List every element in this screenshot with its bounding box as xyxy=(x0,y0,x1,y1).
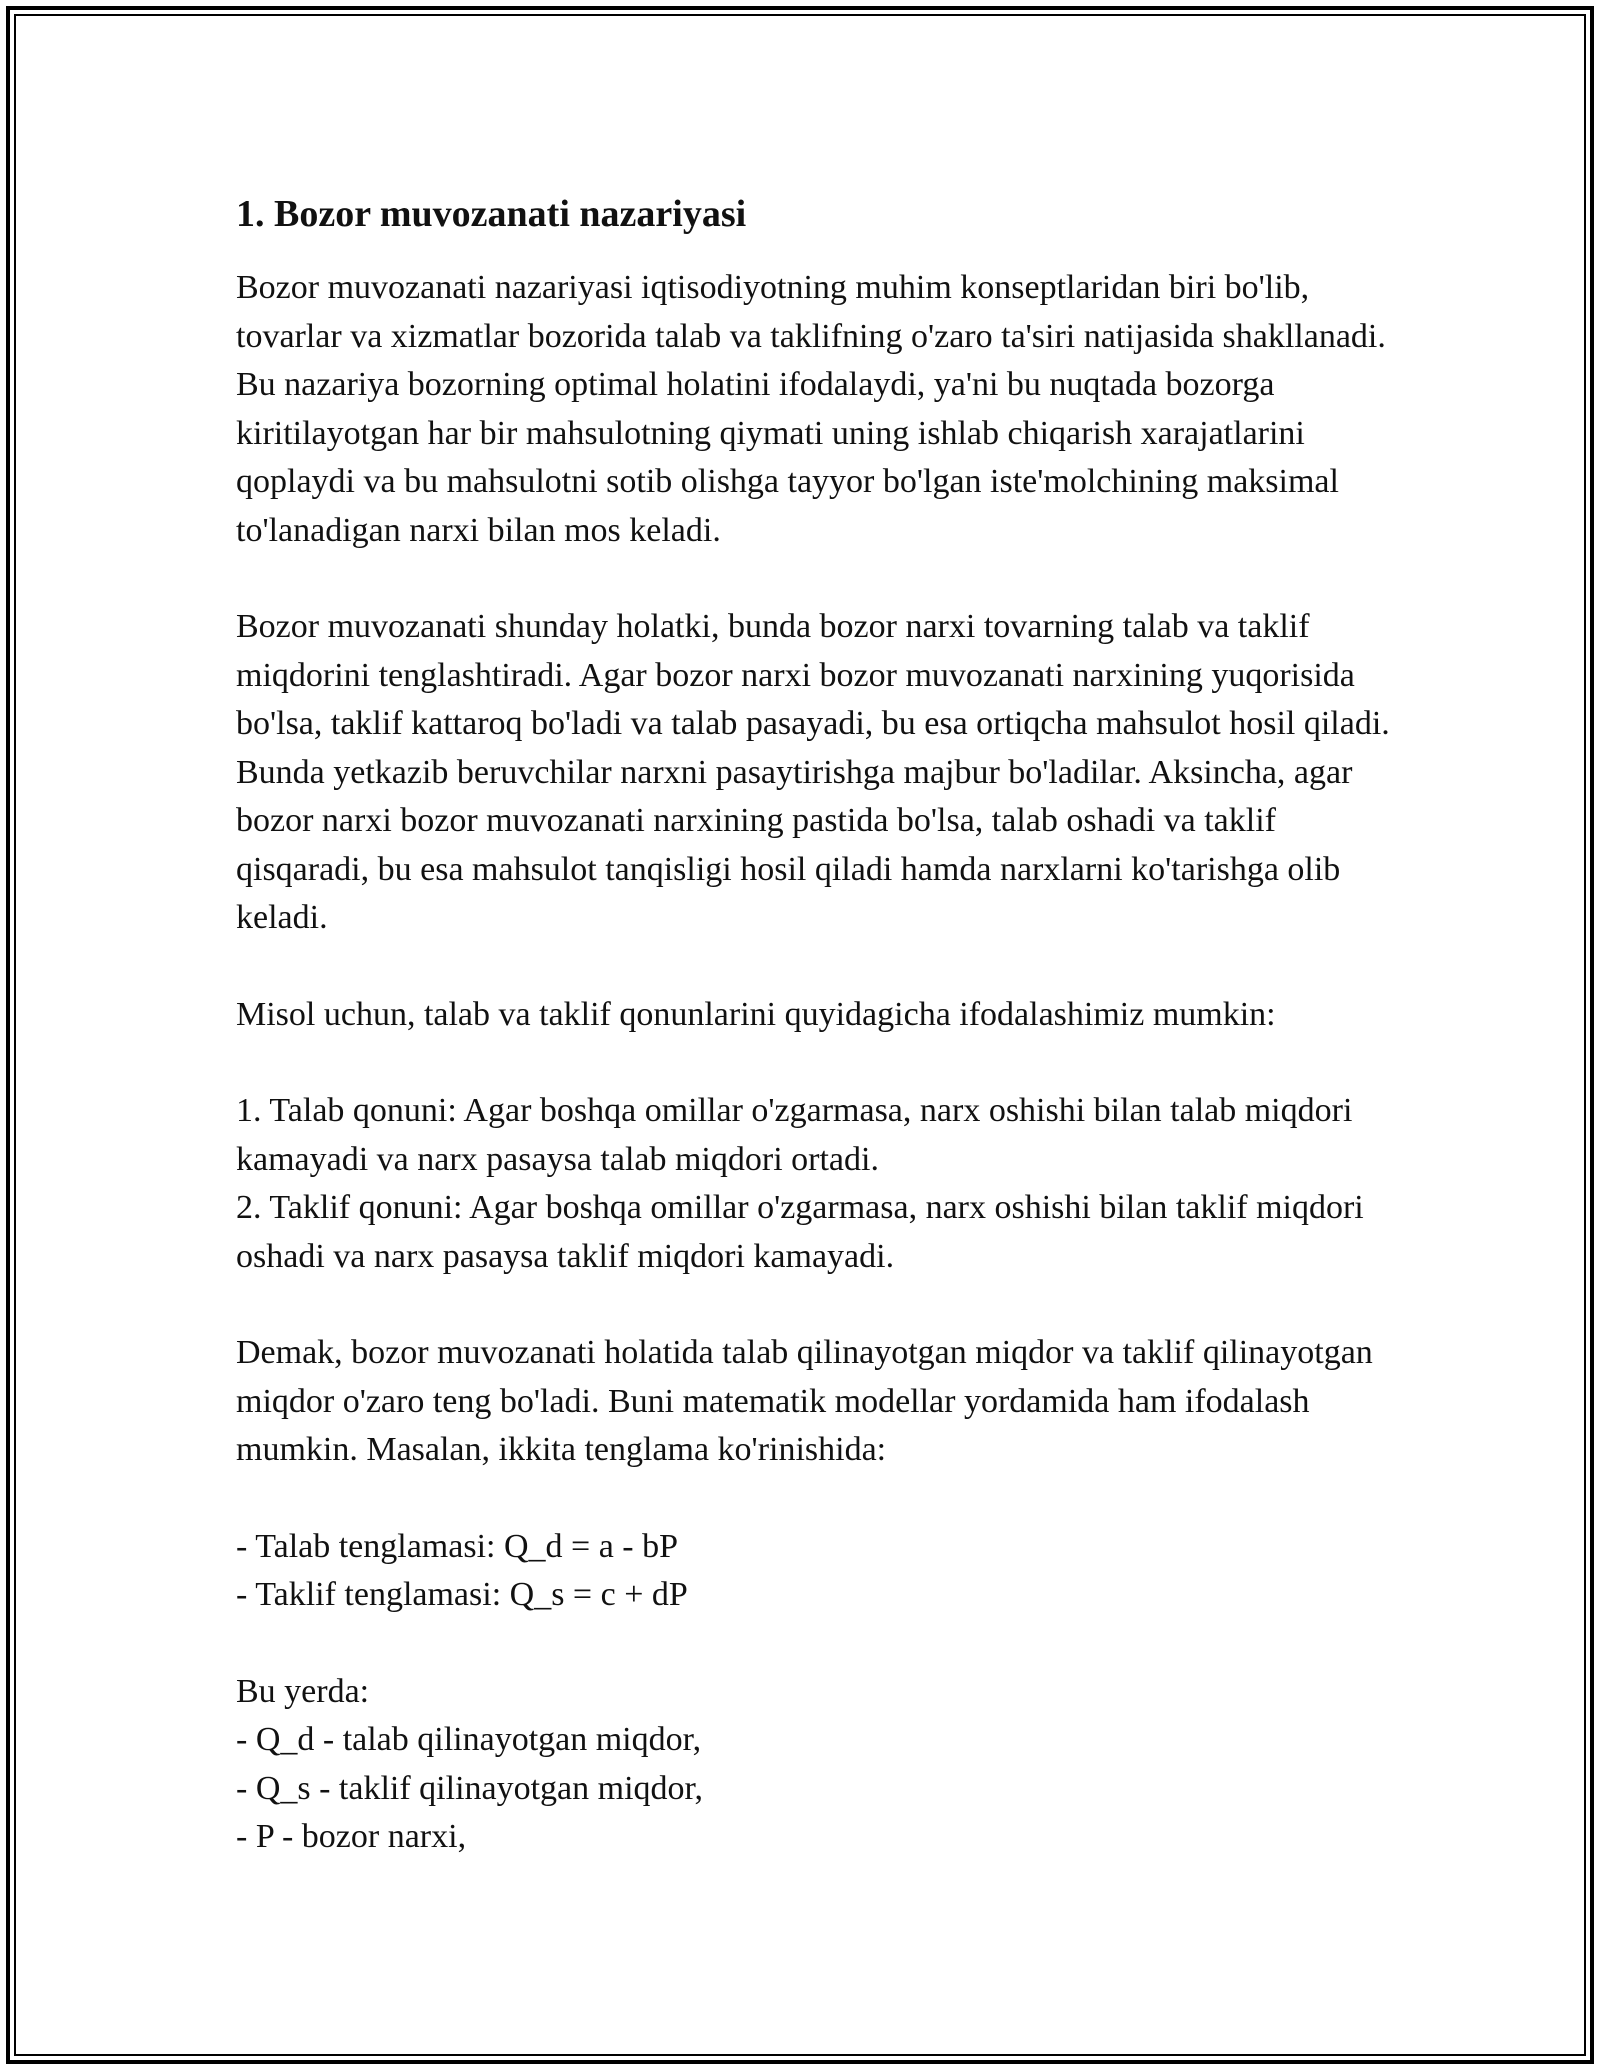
equation-demand: - Talab tenglamasi: Q_d = a - bP xyxy=(236,1527,679,1565)
laws-list xyxy=(236,1087,1396,1281)
definition-item: - Q_s - taklif qilinayotgan miqdor, xyxy=(236,1769,704,1807)
definition-item: - Q_d - talab qilinayotgan miqdor, xyxy=(236,1721,702,1758)
paragraph-example: Misol uchun, talab va taklif qonunlarini quyidagicha ifodalashimiz mumkin: xyxy=(236,995,1276,1033)
definitions-list xyxy=(236,1668,1396,1862)
equations-list xyxy=(236,1523,1396,1620)
definition-item: - P - bozor narxi, xyxy=(236,1818,467,1855)
section-heading: 1. Bozor muvozanati nazariyasi xyxy=(236,193,747,235)
law-item-demand: 1. Talab qonuni: Agar boshqa omillar o'zgarmasa, narx oshishi bilan talab miqdori kamayadi va narx pasaysa talab miqdori ortadi. xyxy=(236,1092,1353,1178)
paragraph-conclusion: Demak, bozor muvozanati holatida talab qilinayotgan miqdor va taklif qilinayotgan miqdor o'zaro teng bo'ladi. Buni matematik modellar yordamida ham ifodalash mumkin. Masalan, ikkita tenglama ko'rinishida: xyxy=(236,1334,1373,1468)
document-body xyxy=(236,186,1396,1910)
paragraph-equilibrium: Bozor muvozanati shunday holatki, bunda bozor narxi tovarning talab va taklif miqdorini tenglashtiradi. Agar bozor narxi bozor muvozanati narxining yuqorisida bo'lsa, taklif kattaroq bo'ladi va talab pasayadi, bu esa ortiqcha mahsulot hosil qiladi. Bunda yetkazib beruvchilar narxni pasaytirishga majbur bo'ladilar. Aksincha, agar bozor narxi bozor muvozanati narxining pastida bo'lsa, talab oshadi va taklif qisqaradi, bu esa mahsulot tanqisligi hosil qiladi hamda narxlarni ko'tarishga olib keladi. xyxy=(236,608,1390,936)
law-item-supply: 2. Taklif qonuni: Agar boshqa omillar o'zgarmasa, narx oshishi bilan taklif miqdori oshadi va narx pasaysa taklif miqdori kamayadi. xyxy=(236,1189,1364,1275)
paragraph-intro: Bozor muvozanati nazariyasi iqtisodiyotning muhim konseptlaridan biri bo'lib, tovarlar va xizmatlar bozorida talab va taklifning o'zaro ta'siri natijasida shakllanadi. Bu nazariya bozorning optimal holatini ifodalaydi, ya'ni bu nuqtada bozorga kiritilayotgan har bir mahsulotning qiymati uning ishlab chiqarish xarajatlarini qoplaydi va bu mahsulotni sotib olishga tayyor bo'lgan iste'molchining maksimal to'lanadigan narxi bilan mos keladi. xyxy=(236,269,1386,549)
where-label: Bu yerda: xyxy=(236,1672,370,1710)
equation-supply: - Taklif tenglamasi: Q_s = c + dP xyxy=(236,1576,688,1613)
